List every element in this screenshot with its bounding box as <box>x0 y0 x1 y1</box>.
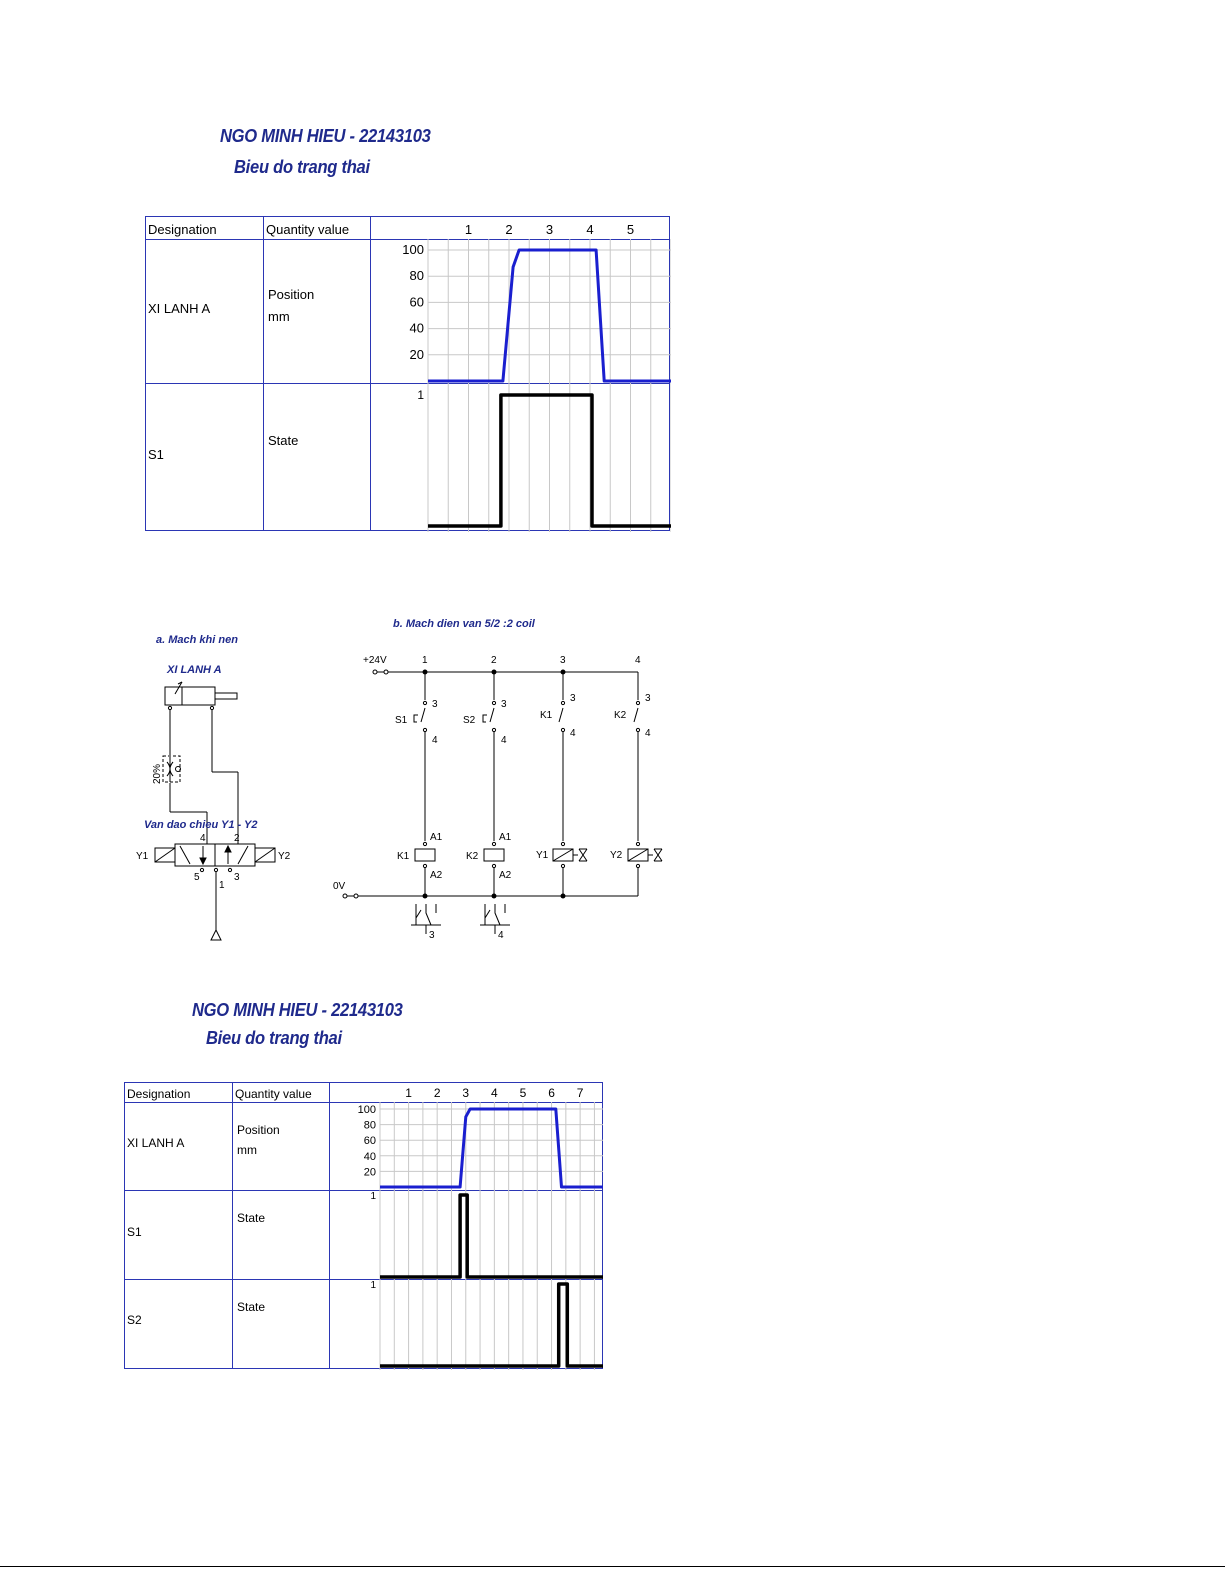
step-label: 2 <box>433 1086 441 1100</box>
y-tick-label: 1 <box>417 388 424 402</box>
page-bottom-rule <box>0 1566 1225 1567</box>
valve-port: 4 <box>200 833 206 844</box>
header-designation: Designation <box>148 222 217 237</box>
y-tick-label: 20 <box>363 1166 376 1179</box>
step-label: 3 <box>462 1086 470 1100</box>
pin-label: 3 <box>432 699 438 710</box>
row-designation: S2 <box>127 1313 142 1327</box>
y-tick-label: 40 <box>363 1150 376 1163</box>
y-tick-label: 20 <box>409 346 424 362</box>
supply-plus-label: +24V <box>363 655 387 666</box>
step-label: 7 <box>576 1086 584 1100</box>
series-line-0 <box>380 1109 603 1187</box>
step-label: 5 <box>519 1086 527 1100</box>
valve-port: 1 <box>219 880 225 891</box>
diagram1-title: NGO MINH HIEU - 22143103 <box>220 126 431 146</box>
state-chart-2 <box>330 1083 603 1370</box>
coil-pin-label: A2 <box>430 870 443 881</box>
valve-port: 2 <box>234 833 240 844</box>
valve-label: Van dao chieu Y1 - Y2 <box>144 819 258 831</box>
row-designation: XI LANH A <box>148 301 211 316</box>
contact-label: K1 <box>540 710 553 721</box>
branch-number: 2 <box>491 655 497 666</box>
branch-number: 3 <box>560 655 566 666</box>
step-label: 6 <box>548 1086 555 1100</box>
pin-label: 4 <box>501 735 507 746</box>
electric-title: b. Mach dien van 5/2 :2 coil <box>393 618 535 630</box>
row-quantity: Position <box>237 1123 280 1137</box>
pin-label: 3 <box>501 699 507 710</box>
state-table-2 <box>124 1082 603 1369</box>
y-tick-label: 1 <box>370 1191 376 1202</box>
step-label: 3 <box>545 222 554 237</box>
row-designation: S1 <box>148 447 164 462</box>
step-label: 1 <box>405 1086 412 1100</box>
step-label: 4 <box>491 1086 498 1100</box>
coil-label: K2 <box>466 851 479 862</box>
row-unit: mm <box>268 309 290 324</box>
step-label: 1 <box>464 222 473 237</box>
cylinder-label: XI LANH A <box>167 664 222 676</box>
coil-label: Y2 <box>610 850 623 861</box>
diagram1-subtitle: Bieu do trang thai <box>234 157 370 177</box>
pneumatic-title: a. Mach khi nen <box>156 634 238 646</box>
step-label: 2 <box>505 222 513 237</box>
row-designation: S1 <box>127 1225 142 1239</box>
branch-number: 4 <box>635 655 641 666</box>
ladder-rails <box>343 670 638 898</box>
y-tick-label: 60 <box>363 1135 376 1148</box>
y-tick-label: 100 <box>357 1104 376 1116</box>
state-table-1 <box>145 216 670 531</box>
solenoid-y1-label: Y1 <box>136 851 149 862</box>
pin-label: 4 <box>432 735 438 746</box>
series-line-1 <box>380 1195 603 1277</box>
row-designation: XI LANH A <box>127 1136 185 1150</box>
coil-pin-label: A1 <box>499 832 512 843</box>
y-tick-label: 40 <box>409 320 424 336</box>
diagram2-subtitle: Bieu do trang thai <box>206 1028 342 1048</box>
valve-port: 5 <box>194 872 200 883</box>
supply-zero-label: 0V <box>333 881 346 892</box>
header-quantity: Quantity value <box>266 222 350 237</box>
series-line-2 <box>380 1284 603 1366</box>
cross-ref-label: 3 <box>429 930 435 941</box>
contact-label: S2 <box>463 715 476 726</box>
y-tick-label: 100 <box>402 242 424 257</box>
coil-pin-label: A1 <box>430 832 443 843</box>
pin-label: 3 <box>570 693 576 704</box>
valve-port: 3 <box>234 872 240 883</box>
contact-label: S1 <box>395 715 408 726</box>
y-tick-label: 80 <box>409 268 424 284</box>
throttle-label: 20% <box>152 763 163 784</box>
state-chart-1 <box>371 217 671 532</box>
row-quantity: Position <box>268 287 315 302</box>
branch-number: 1 <box>422 655 428 666</box>
row-quantity: State <box>237 1300 266 1314</box>
solenoid-y2-label: Y2 <box>278 851 291 862</box>
circuit-diagrams <box>120 612 680 947</box>
coil-label: Y1 <box>536 850 549 861</box>
contact-label: K2 <box>614 710 627 721</box>
y-tick-label: 80 <box>363 1119 376 1132</box>
step-label: 4 <box>586 222 594 237</box>
step-label: 5 <box>626 222 635 237</box>
pin-label: 4 <box>645 728 651 739</box>
y-tick-label: 60 <box>409 294 424 310</box>
header-quantity: Quantity value <box>235 1087 312 1101</box>
y-tick-label: 1 <box>370 1280 376 1291</box>
cross-ref-label: 4 <box>498 930 504 941</box>
pin-label: 4 <box>570 728 576 739</box>
header-designation: Designation <box>127 1087 191 1101</box>
coil-label: K1 <box>397 851 410 862</box>
valve-symbol <box>155 844 275 940</box>
coil-pin-label: A2 <box>499 870 512 881</box>
diagram2-title: NGO MINH HIEU - 22143103 <box>192 1000 403 1020</box>
pin-label: 3 <box>645 693 651 704</box>
row-quantity: State <box>237 1211 266 1225</box>
row-quantity: State <box>268 433 299 448</box>
row-unit: mm <box>237 1143 257 1157</box>
